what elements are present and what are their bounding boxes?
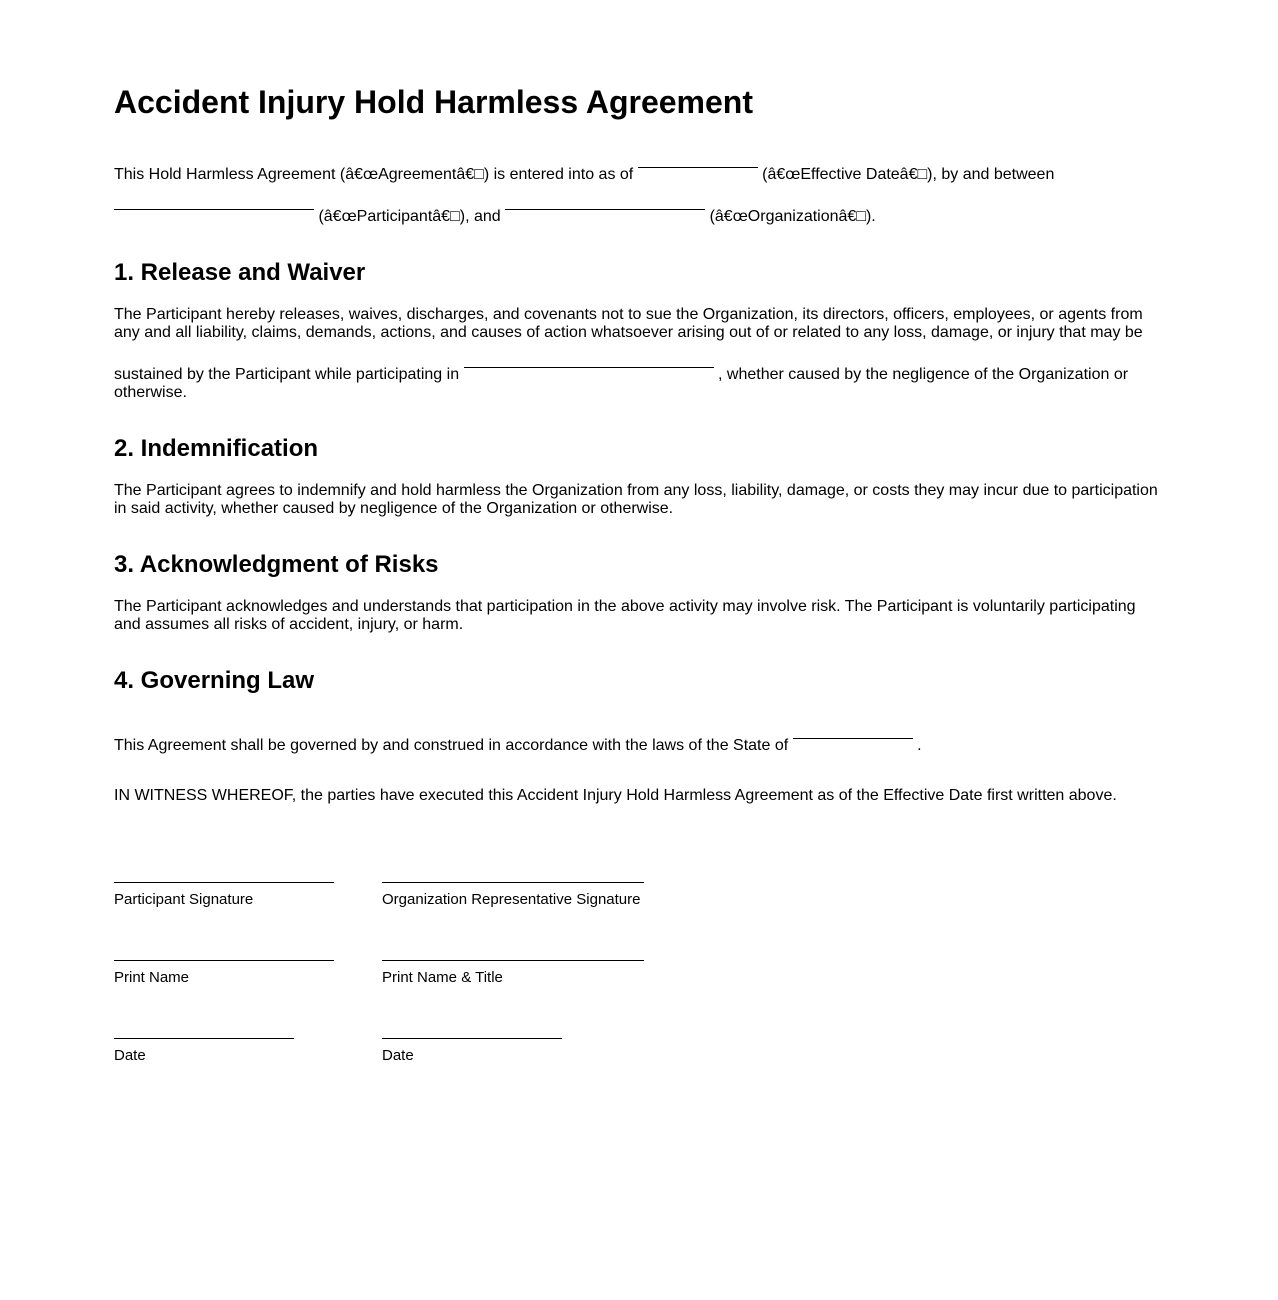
intro-line-1 [114,166,1054,184]
section-heading: 3. Acknowledgment of Risks [114,551,439,578]
signature-line [114,1038,294,1039]
section-heading: 4. Governing Law [114,667,315,694]
organization-date-field[interactable] [382,1038,562,1064]
participant-signature-field[interactable] [114,882,334,908]
participant-date-field[interactable] [114,1038,294,1064]
paragraph-text: otherwise. [114,384,187,401]
paragraph-text: . [917,737,922,754]
paragraph-text: , whether caused by the negligence of the Organization or [718,366,1129,383]
organization-print-name-field[interactable] [382,960,644,986]
paragraph-text: sustained by the Participant while participating in [114,366,460,383]
signature-label: Date [382,1047,414,1064]
section-paragraph: The Participant acknowledges and understands that participation in the above activity may involve risk. The Participant is voluntarily participating and assumes all risks of accident, injury, or harm. [114,598,1136,633]
organization-signature-field[interactable] [382,882,644,908]
section-heading: 2. Indemnification [114,435,319,462]
signature-line [382,882,644,883]
section-paragraph [114,737,922,755]
signature-label: Participant Signature [114,891,254,908]
section-paragraph: The Participant agrees to indemnify and hold harmless the Organization from any loss, liability, damage, or costs they may incur due to participation in said activity, whether caused by negligence of the Organization or otherwise. [114,482,1158,517]
signature-label: Date [114,1047,146,1064]
organization-name-blank[interactable] [505,208,705,210]
document-title: Accident Injury Hold Harmless Agreement [114,84,753,120]
signature-label: Print Name [114,969,190,986]
participant-print-name-field[interactable] [114,960,334,986]
intro-text: This Hold Harmless Agreement (â€œAgreementâ€□) is entered into as of [114,166,634,183]
state-blank[interactable] [793,737,913,739]
signature-label: Print Name & Title [382,969,503,986]
section-paragraph [114,366,1164,402]
signature-line [382,960,644,961]
signature-line [114,960,334,961]
intro-text: (â€œParticipantâ€□), and [318,208,501,225]
section-paragraph: The Participant hereby releases, waives, discharges, and covenants not to sue the Organization, its directors, officers, employees, or agents from any and all liability, claims, demands, actions, and causes of action whatsoever arising out of or related to any loss, damage, or injury that may be [114,306,1143,341]
intro-text: (â€œOrganizationâ€□). [709,208,876,225]
paragraph-text: This Agreement shall be governed by and construed in accordance with the laws of the State of [114,737,789,754]
effective-date-blank[interactable] [638,166,758,168]
signature-label: Organization Representative Signature [382,891,641,908]
activity-blank[interactable] [464,366,714,368]
section-heading: 1. Release and Waiver [114,259,366,286]
signature-line [114,882,334,883]
intro-text: (â€œEffective Dateâ€□), by and between [762,166,1055,183]
intro-line-2 [114,208,876,226]
witness-statement: IN WITNESS WHEREOF, the parties have executed this Accident Injury Hold Harmless Agreement as of the Effective Date first written above. [114,787,1117,804]
signature-line [382,1038,562,1039]
participant-name-blank[interactable] [114,208,314,210]
